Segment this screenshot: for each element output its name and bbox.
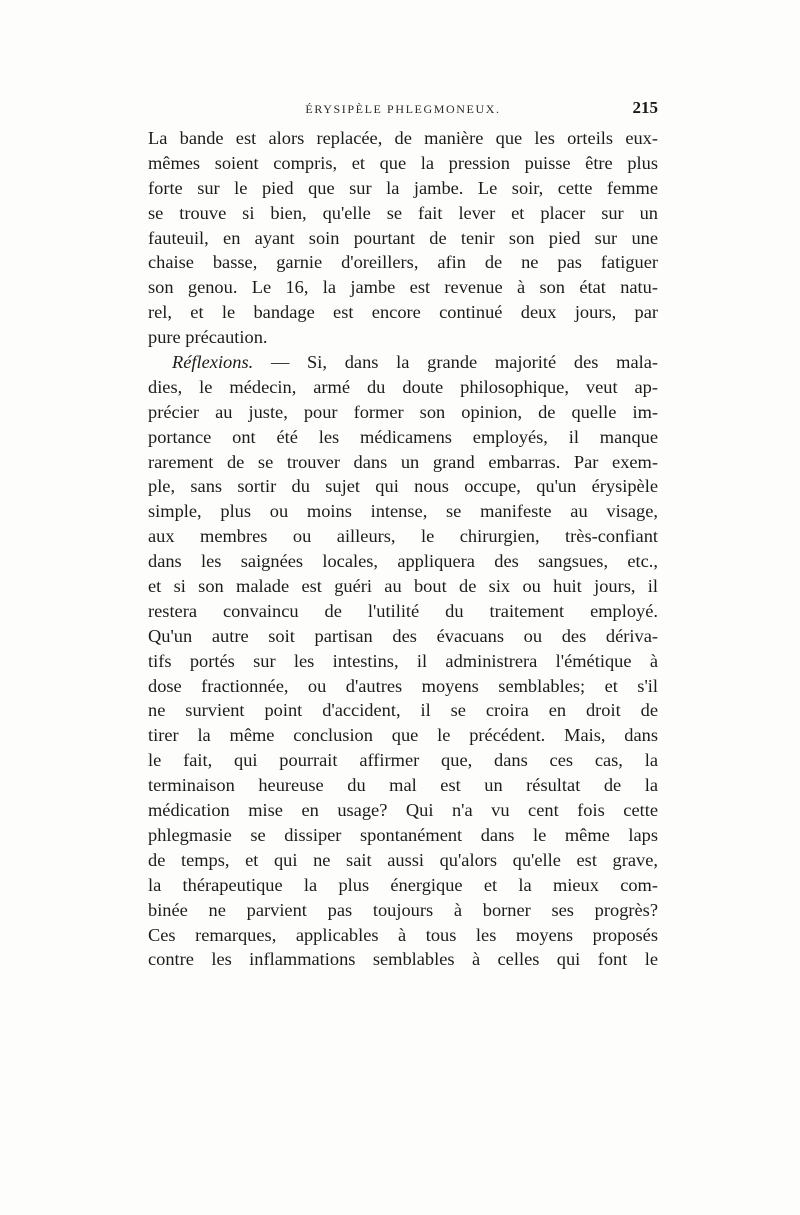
page-header xyxy=(148,98,658,120)
text-line: ne survient point d'accident, il se croira en droit de xyxy=(148,700,658,721)
text-line: pure précaution. xyxy=(148,327,268,348)
running-title: ÉRYSIPÈLE PHLEGMONEUX. xyxy=(305,102,501,116)
paragraph-2 xyxy=(148,350,658,972)
text-line: contre les inflammations semblables à celles qui font le xyxy=(148,949,658,970)
text-line: simple, plus ou moins intense, se manifeste au visage, xyxy=(148,501,658,522)
paragraph-1 xyxy=(148,126,658,350)
text-line: Qu'un autre soit partisan des évacuans ou des dériva- xyxy=(148,625,658,646)
text-line: la thérapeutique la plus énergique et la mieux com- xyxy=(148,874,658,895)
text-line: binée ne parvient pas toujours à borner ses progrès? xyxy=(148,899,658,920)
text-line: phlegmasie se dissiper spontanément dans le même laps xyxy=(148,824,658,845)
text-line xyxy=(148,350,658,375)
text-line: terminaison heureuse du mal est un résultat de la xyxy=(148,775,658,796)
text-line: tifs portés sur les intestins, il administrera l'émétique à xyxy=(148,650,658,671)
text-line: restera convaincu de l'utilité du traitement employé. xyxy=(148,600,658,621)
text-line: mêmes soient compris, et que la pression puisse être plus xyxy=(148,152,658,173)
text-line: portance ont été les médicamens employés, il manque xyxy=(148,426,658,447)
text-line: dose fractionnée, ou d'autres moyens semblables; et s'il xyxy=(148,675,658,696)
text-line: dans les saignées locales, appliquera des sangsues, etc., xyxy=(148,551,658,572)
text-line: fauteuil, en ayant soin pourtant de tenir son pied sur une xyxy=(148,227,658,248)
text-line: ple, sans sortir du sujet qui nous occupe, qu'un érysipèle xyxy=(148,476,658,497)
text-line: dies, le médecin, armé du doute philosophique, veut ap- xyxy=(148,376,658,397)
text-line: de temps, et qui ne sait aussi qu'alors qu'elle est grave, xyxy=(148,849,658,870)
text-line: le fait, qui pourrait affirmer que, dans ces cas, la xyxy=(148,750,658,771)
reflexions-heading: Réflexions. xyxy=(172,352,254,373)
text-line: précier au juste, pour former son opinion, de quelle im- xyxy=(148,401,658,422)
text-line: rarement de se trouver dans un grand embarras. Par exem- xyxy=(148,451,658,472)
text-line: forte sur le pied que sur la jambe. Le soir, cette femme xyxy=(148,177,658,198)
text-line: médication mise en usage? Qui n'a vu cent fois cette xyxy=(148,800,658,821)
body-text xyxy=(148,126,658,972)
text-line: La bande est alors replacée, de manière que les orteils eux- xyxy=(148,128,658,148)
text-line: se trouve si bien, qu'elle se fait lever et placer sur un xyxy=(148,202,658,223)
text-line: et si son malade est guéri au bout de six ou huit jours, il xyxy=(148,576,658,597)
text-line: Ces remarques, applicables à tous les moyens proposés xyxy=(148,924,658,945)
text-line: tirer la même conclusion que le précédent. Mais, dans xyxy=(148,725,658,746)
text-line: rel, et le bandage est encore continué deux jours, par xyxy=(148,302,658,323)
text-line: aux membres ou ailleurs, le chirurgien, très-confiant xyxy=(148,526,658,547)
text-line: chaise basse, garnie d'oreillers, afin de ne pas fatiguer xyxy=(148,252,658,273)
text-line: son genou. Le 16, la jambe est revenue à son état natu- xyxy=(148,277,658,298)
first-line-rest: — Si, dans la grande majorité des mala- xyxy=(270,352,658,373)
page-number: 215 xyxy=(632,98,658,117)
